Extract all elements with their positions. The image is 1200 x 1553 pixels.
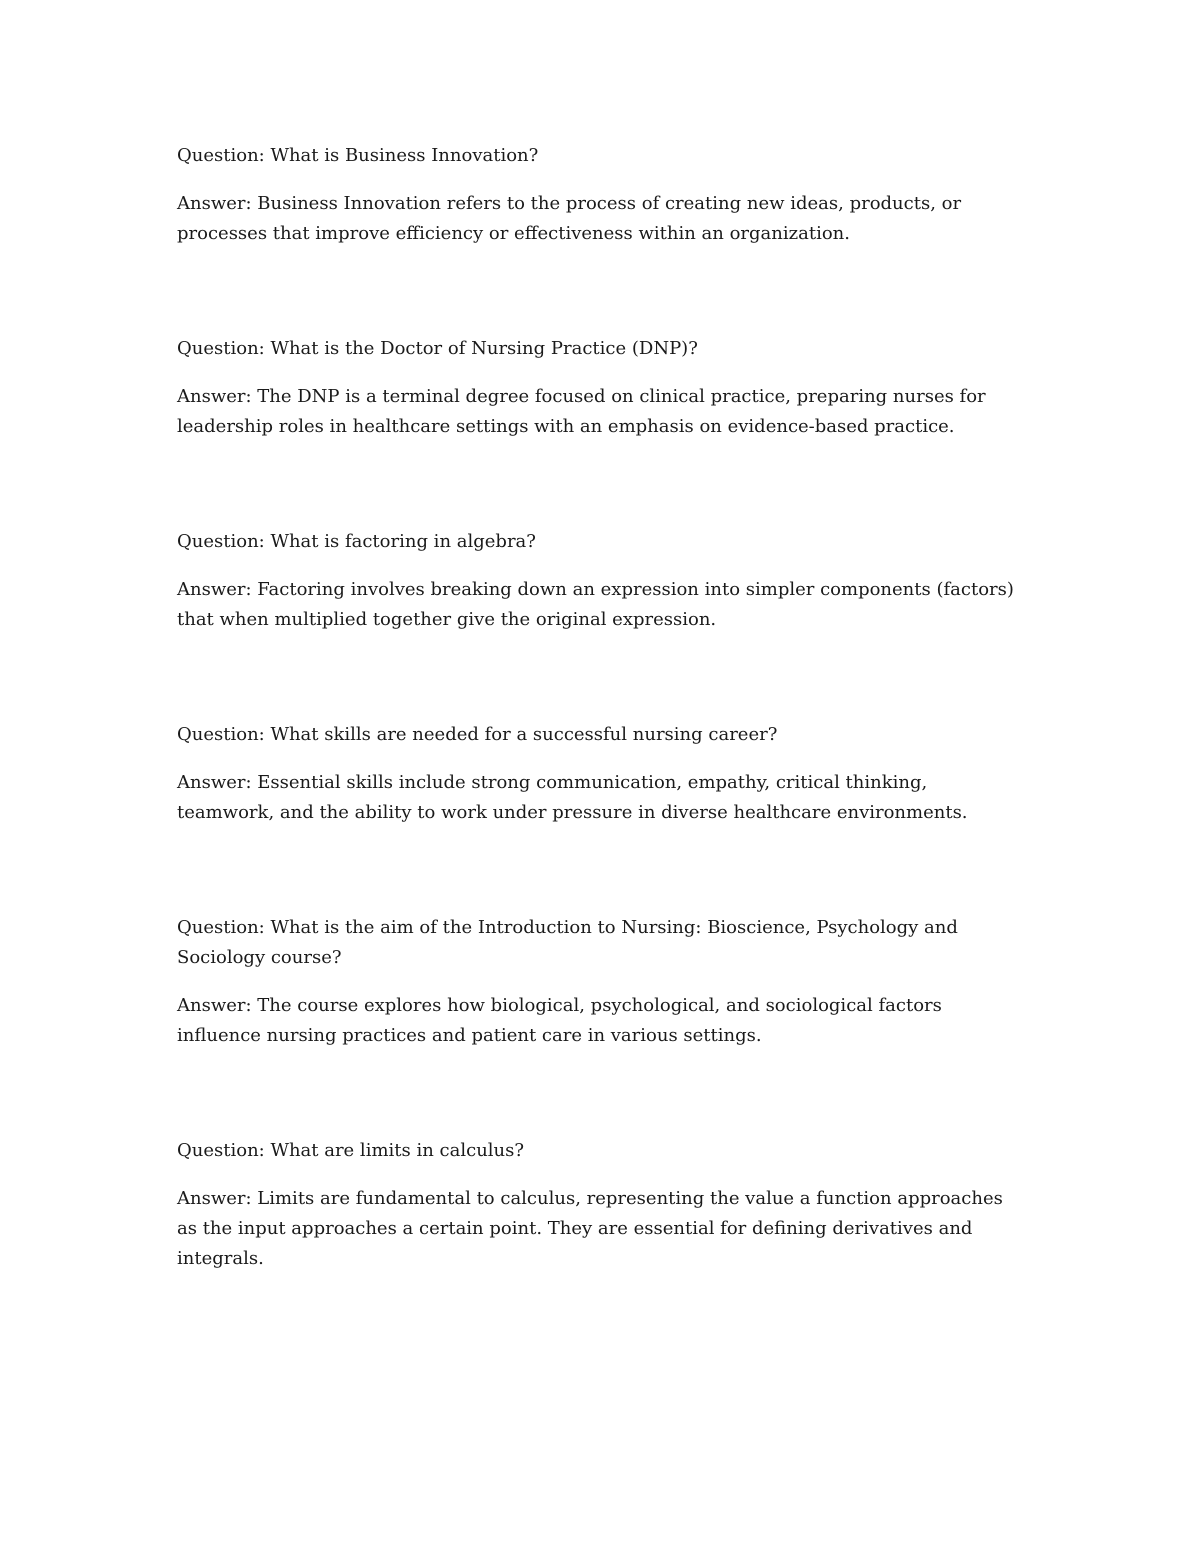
question-text: Question: What is the aim of the Introduction to Nursing: Bioscience, Psychology and Sociology course? [177, 917, 958, 968]
document-body [177, 141, 1027, 1274]
answer-text: Answer: Business Innovation refers to the process of creating new ideas, products, or processes that improve efficiency or effectiveness within an organization. [177, 193, 962, 244]
answer-text: Answer: The course explores how biological, psychological, and sociological factors influence nursing practices and patient care in various settings. [177, 995, 942, 1046]
qa-item [177, 334, 1027, 442]
qa-item [177, 913, 1027, 1051]
question-text: Question: What is Business Innovation? [177, 145, 539, 166]
qa-item [177, 720, 1027, 828]
question-text: Question: What are limits in calculus? [177, 1140, 525, 1161]
question-text: Question: What is the Doctor of Nursing Practice (DNP)? [177, 338, 698, 359]
question-text: Question: What skills are needed for a successful nursing career? [177, 724, 778, 745]
qa-item [177, 141, 1027, 249]
qa-item [177, 1136, 1027, 1274]
question-text: Question: What is factoring in algebra? [177, 531, 536, 552]
qa-item [177, 527, 1027, 635]
answer-text: Answer: Limits are fundamental to calculus, representing the value a function approaches as the input approaches a certain point. They are essential for defining derivatives and integrals. [177, 1188, 1003, 1269]
answer-text: Answer: The DNP is a terminal degree focused on clinical practice, preparing nurses for leadership roles in healthcare settings with an emphasis on evidence-based practice. [177, 386, 986, 437]
answer-text: Answer: Factoring involves breaking down an expression into simpler components (factors) that when multiplied together give the original expression. [177, 579, 1014, 630]
answer-text: Answer: Essential skills include strong communication, empathy, critical thinking, teamwork, and the ability to work under pressure in diverse healthcare environments. [177, 772, 968, 823]
